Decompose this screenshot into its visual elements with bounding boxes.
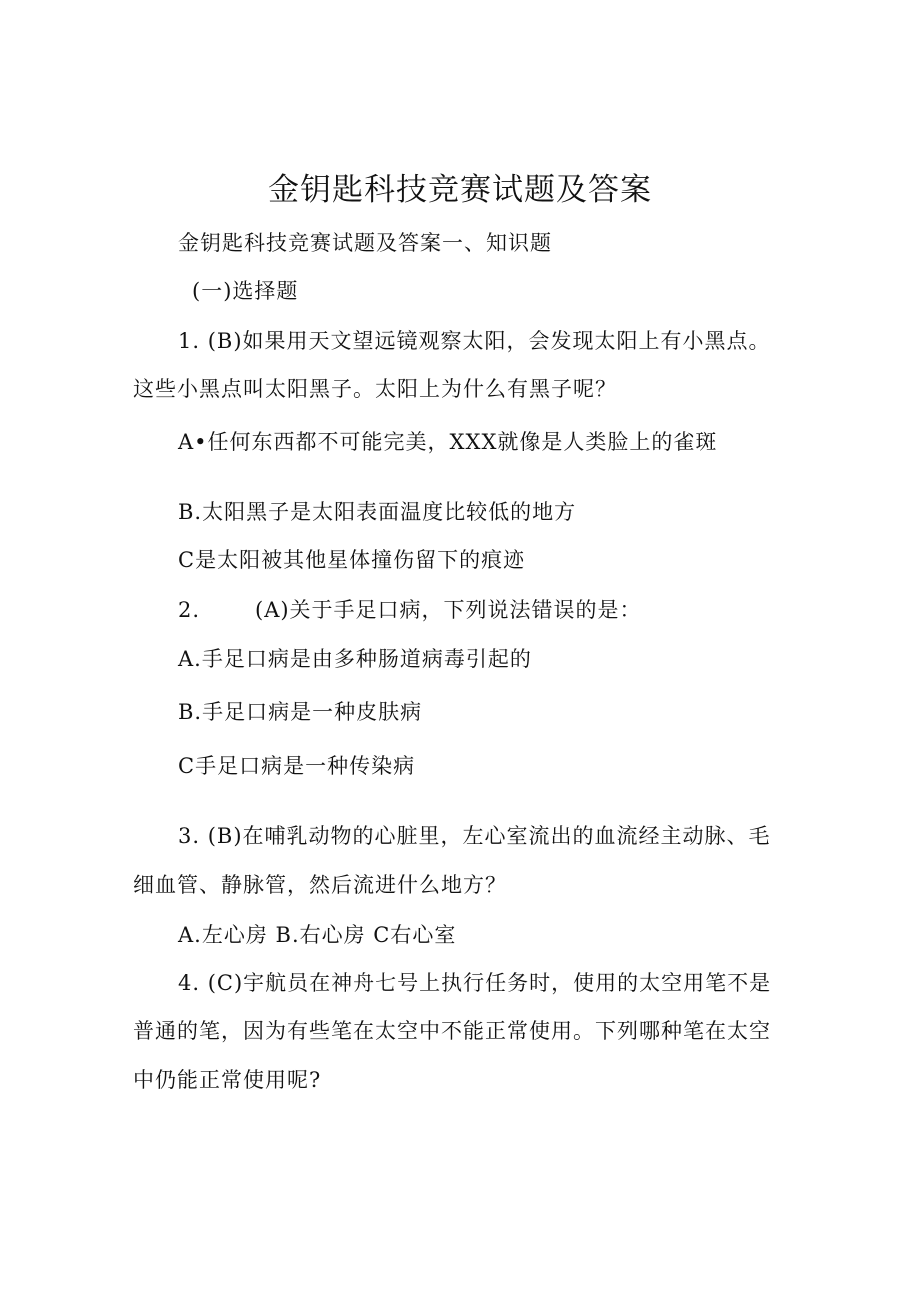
- question-1-line-1: 1. (B)如果用天文望远镜观察太阳，会发现太阳上有小黑点。: [178, 329, 771, 353]
- question-3-line-1: 3. (B)在哺乳动物的心脏里，左心室流出的血流经主动脉、毛: [178, 824, 771, 848]
- question-1-option-c: C是太阳被其他星体撞伤留下的痕迹: [178, 548, 526, 572]
- section-heading: (一)选择题: [192, 279, 299, 303]
- question-4-line-1: 4. (C)宇航员在神舟七号上执行任务时，使用的太空用笔不是: [178, 971, 772, 995]
- document-title: 金钥匙科技竞赛试题及答案: [268, 172, 652, 208]
- question-1-line-2: 这些小黑点叫太阳黑子。太阳上为什么有黑子呢？: [133, 377, 617, 401]
- document-subtitle: 金钥匙科技竞赛试题及答案一、知识题: [178, 231, 552, 255]
- question-4-line-2: 普通的笔，因为有些笔在太空中不能正常使用。下列哪种笔在太空: [133, 1019, 771, 1043]
- question-2-option-a: A.手足口病是由多种肠道病毒引起的: [178, 647, 532, 671]
- question-1-option-a: A•任何东西都不可能完美，XXX就像是人类脸上的雀斑: [178, 430, 718, 454]
- question-3-line-2: 细血管、静脉管，然后流进什么地方？: [133, 873, 507, 897]
- question-2-option-c: C手足口病是一种传染病: [178, 754, 416, 778]
- question-2-number: 2.: [178, 598, 201, 622]
- question-1-option-b: B.太阳黑子是太阳表面温度比较低的地方: [178, 500, 577, 524]
- question-2-option-b: B.手足口病是一种皮肤病: [178, 700, 423, 724]
- question-3-options: A.左心房 B.右心房 C右心室: [178, 923, 457, 947]
- question-2-text: (A)关于手足口病，下列说法错误的是：: [255, 598, 642, 622]
- question-4-line-3: 中仍能正常使用呢?: [133, 1068, 322, 1092]
